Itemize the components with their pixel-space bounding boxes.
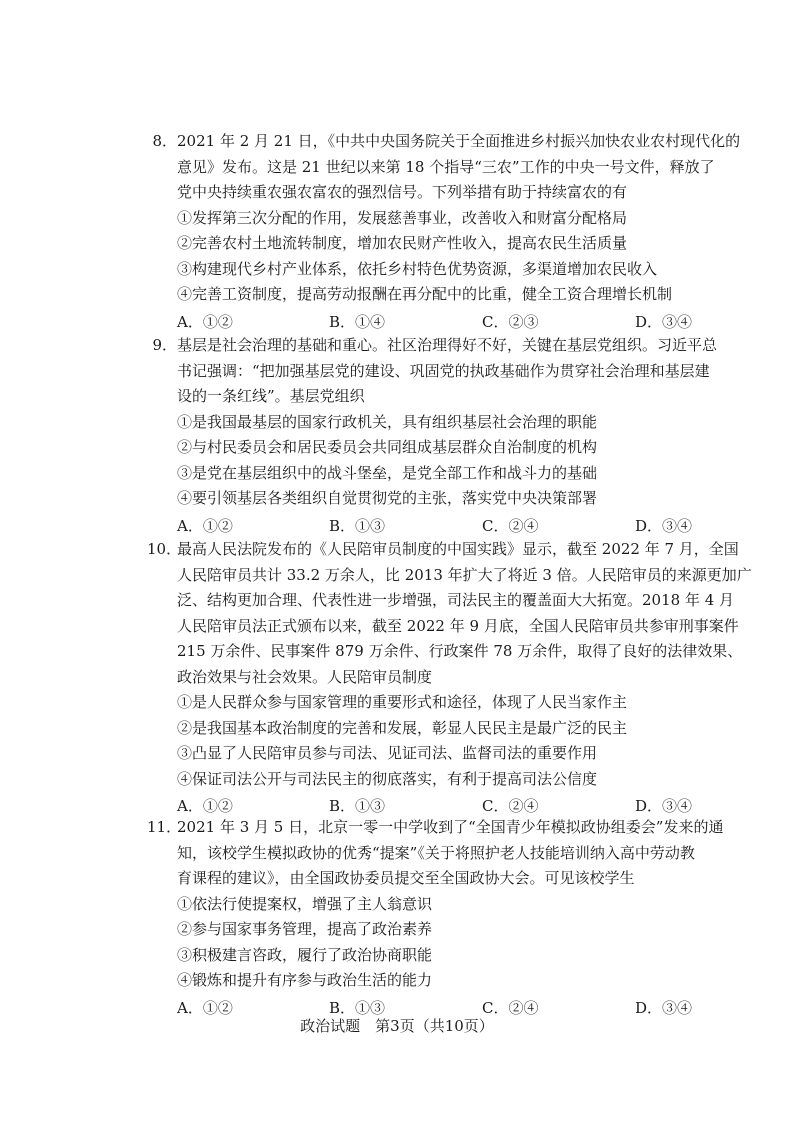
question-number: 10．	[147, 540, 182, 558]
choice-c[interactable]: C．②③	[482, 312, 539, 331]
page-footer: 政治试题 第3页（共10页）	[300, 1017, 494, 1035]
question-stem-line: 意见》发布。这是 21 世纪以来第 18 个指导“三农”工作的中央一号文件，释放了	[177, 157, 715, 176]
question-stem-line	[147, 537, 739, 563]
question-stem-line: 党中央持续重农强农富农的强烈信号。下列举措有助于持续富农的有	[177, 183, 628, 201]
choice-b[interactable]: B．①③	[329, 998, 386, 1017]
statement-option: ④保证司法公开与司法民主的彻底落实，有利于提高司法公信度	[177, 769, 598, 788]
question-stem-line: 泛、结构更加合理、代表性进一步增强，司法民主的覆盖面大大拓宽。2018 年 4 月	[177, 591, 735, 609]
choice-d[interactable]: D．③④	[635, 998, 693, 1017]
statement-option: ②是我国基本政治制度的完善和发展，彰显人民民主是最广泛的民主	[177, 718, 628, 737]
question-stem-text: 2021 年 3 月 5 日，北京一零一中学收到了“全国青少年模拟政协组委会”发来的通	[177, 818, 724, 836]
statement-option: ③构建现代乡村产业体系，依托乡村特色优势资源，多渠道增加农民收入	[177, 259, 658, 278]
statement-option: ①依法行使提案权，增强了主人翁意识	[177, 894, 433, 913]
question-stem-line	[147, 815, 724, 841]
question-stem-line: 育课程的建议》，由全国政协委员提交至全国政协大会。可见该校学生	[177, 869, 635, 887]
question-number: 11．	[147, 818, 182, 836]
question-9	[147, 333, 717, 540]
statement-option: ③积极建言咨政，履行了政治协商职能	[177, 945, 433, 964]
statement-option: ④锻炼和提升有序参与政治生活的能力	[177, 971, 433, 989]
question-number: 9．	[152, 336, 177, 354]
choice-b[interactable]: B．①③	[329, 797, 386, 815]
choice-a[interactable]: A．①②	[177, 312, 233, 331]
question-11	[147, 815, 724, 1022]
statement-option: ①是人民群众参与国家管理的重要形式和途径，体现了人民当家作主	[177, 693, 628, 711]
question-stem-line: 人民陪审员法正式颁布以来，截至 2022 年 9 月底，全国人民陪审员共参审刑事案件	[177, 616, 739, 635]
question-stem-text: 基层是社会治理的基础和重心。社区治理得好不好，关键在基层党组织。习近平总	[177, 336, 718, 354]
choice-a[interactable]: A．①②	[177, 516, 233, 535]
choice-b[interactable]: B．①④	[329, 312, 386, 331]
choice-c[interactable]: C．②④	[482, 998, 539, 1017]
question-stem-line: 215 万余件、民事案件 879 万余件、行政案件 78 万余件，取得了良好的法律效果、	[177, 642, 743, 660]
statement-option: ②完善农村土地流转制度，增加农民财产性收入，提高农民生活质量	[177, 234, 628, 252]
question-stem-line: 书记强调：“把加强基层党的建设、巩固党的执政基础作为贯穿社会治理和基层建	[177, 361, 710, 380]
question-stem-text: 最高人民法院发布的《人民陪审员制度的中国实践》显示，截至 2022 年 7 月，全国	[177, 540, 739, 558]
statement-option: ④完善工资制度，提高劳动报酬在再分配中的比重，健全工资合理增长机制	[177, 285, 673, 303]
statement-option: ②与村民委员会和居民委员会共同组成基层群众自治制度的机构	[177, 438, 598, 456]
choice-d[interactable]: D．③④	[635, 312, 693, 331]
statement-option: ②参与国家事务管理，提高了政治素养	[177, 920, 433, 938]
choice-a[interactable]: A．①②	[177, 797, 233, 815]
choice-a[interactable]: A．①②	[177, 998, 233, 1017]
choice-d[interactable]: D．③④	[635, 797, 693, 815]
statement-option: ①发挥第三次分配的作用，发展慈善事业，改善收入和财富分配格局	[177, 208, 628, 227]
question-stem-line: 政治效果与社会效果。人民陪审员制度	[177, 667, 433, 686]
choice-b[interactable]: B．①③	[329, 516, 386, 535]
question-stem-text: 2021 年 2 月 21 日，《中共中央国务院关于全面推进乡村振兴加快农业农村现代化的	[177, 132, 741, 150]
choice-d[interactable]: D．③④	[635, 516, 693, 535]
answer-choices	[147, 308, 717, 336]
question-8	[147, 129, 741, 336]
question-stem-line: 人民陪审员共计 33.2 万余人，比 2013 年扩大了将近 3 倍。人民陪审员的来源更加广	[177, 565, 752, 584]
question-number: 8．	[152, 132, 177, 150]
question-stem-line	[147, 129, 741, 155]
question-stem-line	[147, 333, 717, 359]
statement-option: ③是党在基层组织中的战斗堡垒，是党全部工作和战斗力的基础	[177, 463, 598, 482]
question-10	[147, 537, 752, 820]
choice-c[interactable]: C．②④	[482, 797, 539, 815]
statement-option: ④要引领基层各类组织自觉贯彻党的主张，落实党中央决策部署	[177, 489, 598, 507]
statement-option: ③凸显了人民陪审员参与司法、见证司法、监督司法的重要作用	[177, 744, 598, 762]
question-stem-line: 设的一条红线”。基层党组织	[177, 387, 365, 405]
question-stem-line: 知，该校学生模拟政协的优秀“提案”《关于将照护老人技能培训纳入高中劳动教	[177, 843, 695, 862]
answer-choices	[147, 512, 717, 540]
statement-option: ①是我国最基层的国家行政机关，具有组织基层社会治理的职能	[177, 412, 598, 431]
choice-c[interactable]: C．②④	[482, 516, 539, 535]
